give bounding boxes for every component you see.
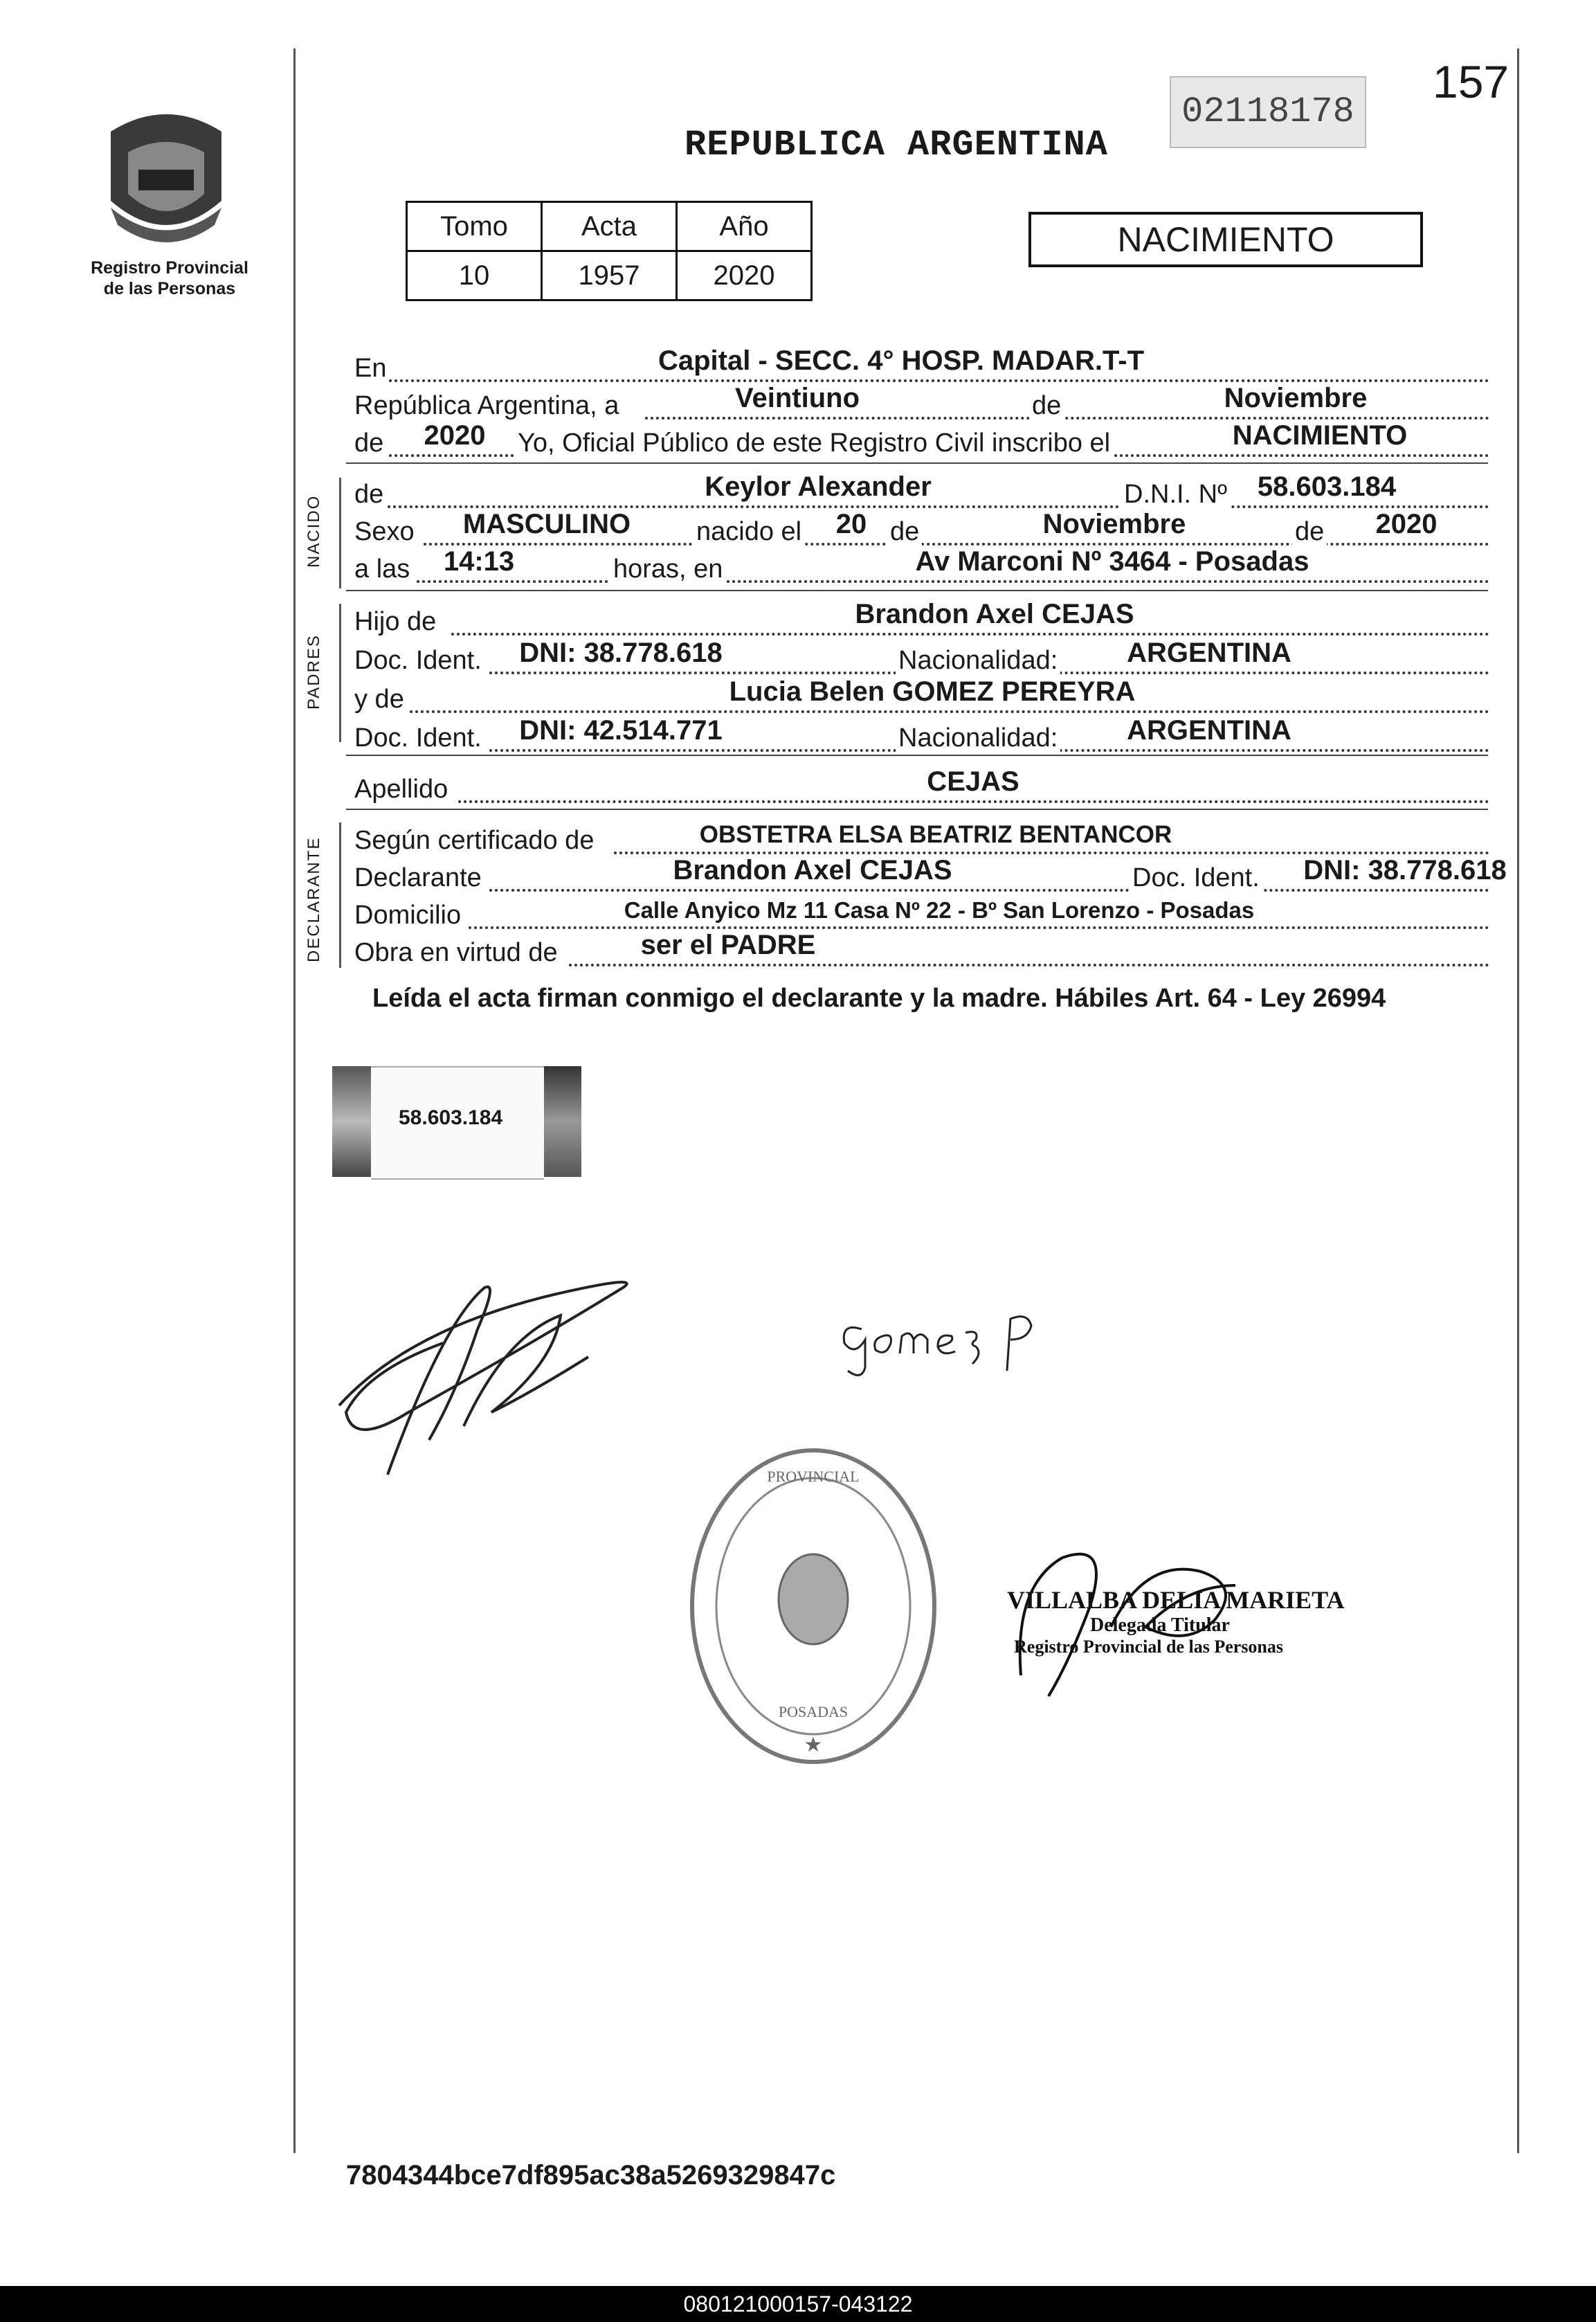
separator-3 [346,755,1488,756]
value-birth-day: 20 [835,509,867,539]
value-acta: 1957 [542,251,677,300]
row-obra [354,932,1489,971]
label-yo: Yo, Oficial Público de este Registro Civil inscribo el [515,429,1113,458]
label-nac1: Nacionalidad: [896,646,1060,676]
row-doc1 [354,640,1489,678]
label-dni: D.N.I. Nº [1121,480,1230,510]
label-de-year: de [1292,517,1327,547]
official-office: Registro Provincial de las Personas [1014,1637,1284,1657]
label-obra: Obra en virtud de [354,938,561,968]
value-year: 2020 [424,420,486,451]
row-republica [354,385,1489,424]
stub-number: 58.603.184 [399,1106,503,1129]
id-stub [332,1066,581,1177]
value-event: NACIMIENTO [1232,420,1408,451]
value-birth-place: Av Marconi Nº 3464 - Posadas [915,546,1309,577]
value-obra: ser el PADRE [640,930,816,960]
value-nac2: ARGENTINA [1127,715,1291,746]
official-role: Delegada Titular [1090,1614,1230,1636]
label-yde: y de [354,685,407,714]
row-doc2 [354,717,1489,756]
section-padres: PADRES [305,634,323,710]
record-type-box: NACIMIENTO [1028,212,1423,267]
label-de: de [1029,391,1064,421]
record-table [406,201,813,301]
label-sexo: Sexo [354,517,417,547]
label-nacido: nacido el [693,517,804,547]
value-child-name: Keylor Alexander [705,471,932,502]
value-declarante: Brandon Axel CEJAS [673,855,952,885]
row-yde [354,678,1489,717]
value-cert: OBSTETRA ELSA BEATRIZ BENTANCOR [699,821,1172,848]
label-en: En [354,354,389,384]
value-father: Brandon Axel CEJAS [855,599,1134,629]
section-nacido: NACIDO [305,494,323,568]
label-apellido: Apellido [354,775,451,804]
mother-handwritten-signature [834,1302,1069,1385]
value-decl-doc: DNI: 38.778.618 [1303,855,1507,885]
stub-right-pattern [544,1066,581,1177]
row-cert [354,820,1489,858]
row-en [354,345,1489,386]
logo-caption [69,258,270,299]
bar-declarante [339,822,341,968]
official-name: VILLALBA DELIA MARIETA [1007,1586,1345,1614]
label-declarante: Declarante [354,863,484,893]
label-de2: de [354,429,386,458]
value-sexo: MASCULINO [462,509,631,539]
label-cert: Según certificado de [354,826,597,856]
header-anio: Año [677,202,812,251]
value-place: Capital - SECC. 4° HOSP. MADAR.T-T [658,345,1145,376]
value-birth-year: 2020 [1375,509,1438,539]
document-hash: 7804344bce7df895ac38a5269329847c [346,2160,836,2190]
bar-nacido [339,478,341,588]
value-mother: Lucia Belen GOMEZ PEREYRA [729,676,1136,707]
header-tomo: Tomo [407,202,542,251]
declarant-signature [325,1246,685,1502]
closing-note: Leída el acta firman conmigo el declarante y la madre. Hábiles Art. 64 - Ley 26994 [372,984,1386,1013]
row-hijo [354,601,1489,640]
registry-seal [685,1440,941,1772]
row-name [354,471,1489,512]
value-month: Noviembre [1224,383,1368,413]
value-anio: 2020 [677,251,812,300]
footer-code: 080121000157-043122 [0,2286,1596,2322]
svg-text:PROVINCIAL: PROVINCIAL [767,1468,860,1485]
row-domicilio [354,894,1489,933]
row-declarante [354,855,1507,896]
row-sexo [354,511,1489,550]
logo-caption-line2: de las Personas [103,279,236,298]
value-apellido: CEJAS [927,766,1019,797]
label-nac2: Nacionalidad: [896,723,1060,753]
value-tomo: 10 [407,251,542,300]
value-birth-month: Noviembre [1042,509,1186,539]
label-republica: República Argentina, a [354,391,622,421]
svg-text:POSADAS: POSADAS [778,1703,849,1720]
page-number: 157 [1433,56,1509,107]
bar-padres [339,604,341,742]
header-acta: Acta [542,202,677,251]
value-doc1: DNI: 38.778.618 [519,638,723,668]
label-horas: horas, en [610,555,725,584]
stub-left-pattern [332,1066,371,1177]
row-year [354,422,1489,461]
row-hora [354,548,1489,587]
label-domicilio: Domicilio [354,901,464,930]
left-margin-line [293,48,296,2153]
separator-1 [346,462,1488,464]
right-margin-line [1517,48,1519,2153]
logo-caption-line1: Registro Provincial [91,258,248,278]
value-time: 14:13 [443,546,515,577]
official-stamp [1007,1585,1367,1657]
separator-2 [346,590,1488,591]
stub-center [371,1066,544,1180]
label-alas: a las [354,555,412,584]
value-nac1: ARGENTINA [1127,638,1291,668]
section-declarante: DECLARANTE [305,836,323,962]
document-title: REPUBLICA ARGENTINA [684,125,1108,165]
value-domicilio: Calle Anyico Mz 11 Casa Nº 22 - Bº San Lorenzo - Posadas [624,897,1255,923]
label-hijo: Hijo de [354,607,439,637]
label-doc2: Doc. Ident. [354,723,484,753]
label-de-birth: de [887,517,922,547]
label-de-name: de [354,480,386,510]
value-dni: 58.603.184 [1257,471,1397,502]
label-decl-doc: Doc. Ident. [1130,863,1262,893]
svg-text:★: ★ [804,1734,823,1756]
serial-stamp: 02118178 [1170,76,1366,148]
value-doc2: DNI: 42.514.771 [519,715,723,746]
separator-4 [346,809,1488,810]
label-doc1: Doc. Ident. [354,646,484,676]
value-day: Veintiuno [735,383,860,413]
row-apellido [354,768,1489,807]
